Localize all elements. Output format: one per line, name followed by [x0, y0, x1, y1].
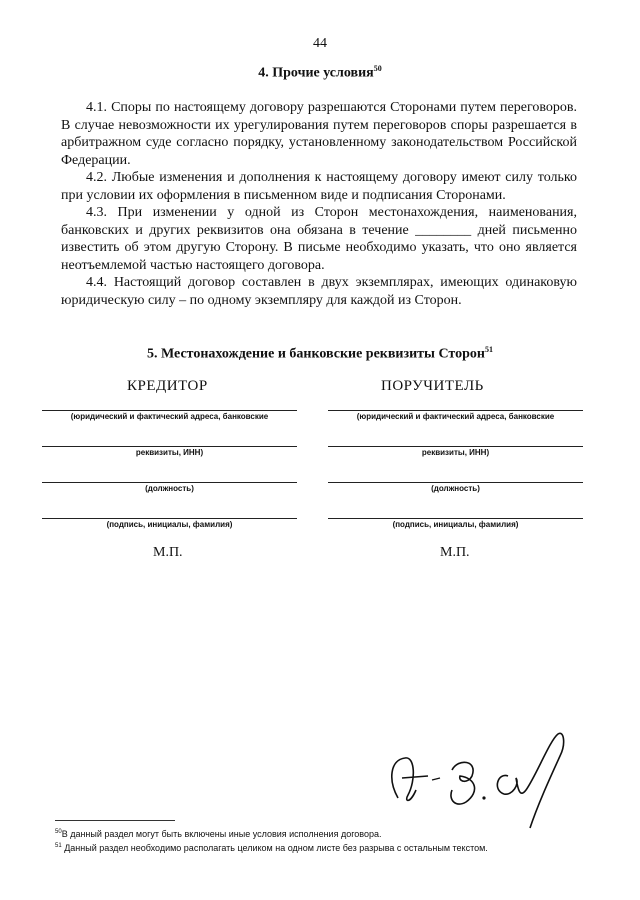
guarantor-position-line[interactable] — [328, 482, 583, 518]
page-number: 44 — [313, 36, 327, 51]
footnote-50-number: 50 — [55, 829, 62, 835]
guarantor-address-hint: (юридический и фактический адреса, банковские — [356, 412, 555, 421]
creditor-address-hint: (юридический и фактический адреса, банковские — [70, 412, 269, 421]
section-4-heading — [0, 64, 640, 82]
creditor-signature-hint: (подпись, инициалы, фамилия) — [106, 520, 233, 529]
footnote-separator — [55, 820, 175, 821]
creditor-address-line[interactable] — [42, 410, 297, 446]
creditor-stamp-place: М.П. — [153, 545, 183, 560]
creditor-position-line[interactable] — [42, 482, 297, 518]
handwritten-signature — [380, 720, 580, 830]
guarantor-position-hint: (должность) — [431, 484, 480, 493]
section-4-body — [61, 99, 577, 309]
paragraph-4-4: 4.4. Настоящий договор составлен в двух экземплярах, имеющих одинаковую юридическую силу – по одному экземпляру для каждой из Сторон. — [61, 275, 577, 308]
section-4-title: 4. Прочие условия — [258, 65, 374, 81]
paragraph-4-2: 4.2. Любые изменения и дополнения к настоящему договору имеют силу только при условии их оформления в письменном виде и подписания Сторонами. — [61, 170, 577, 203]
footnote-ref-51: 51 — [484, 345, 493, 354]
guarantor-fields — [328, 410, 583, 554]
paragraph-4-3: 4.3. При изменении у одной из Сторон местонахождения, наименования, банковских и других реквизитов она обязана в течение ________ дней письменно известить об этом другую Сторону. В письме необходимо указать, что оно является неотъемлемой частью настоящего договора. — [61, 205, 577, 273]
paragraph-4-1: 4.1. Споры по настоящему договору разрешаются Сторонами путем переговоров. В случае невозможности их урегулирования путем переговоров споры разрешается в арбитражном суде согласно порядку, установленному законодательством Российской Федерации. — [61, 100, 577, 168]
footnote-51 — [55, 840, 488, 854]
creditor-details-hint: реквизиты, ИНН) — [135, 448, 204, 457]
guarantor-details-hint: реквизиты, ИНН) — [421, 448, 490, 457]
footnote-51-text: Данный раздел необходимо располагать целиком на одном листе без разрыва с остальным текстом. — [64, 843, 488, 853]
guarantor-signature-hint: (подпись, инициалы, фамилия) — [392, 520, 519, 529]
footnote-ref-50: 50 — [373, 64, 382, 73]
creditor-fields — [42, 410, 297, 554]
guarantor-address-line[interactable] — [328, 410, 583, 446]
guarantor-stamp-place: М.П. — [440, 545, 470, 560]
footnote-50 — [55, 826, 488, 840]
guarantor-heading: ПОРУЧИТЕЛЬ — [381, 378, 484, 394]
footnote-51-number: 51 — [55, 843, 62, 849]
guarantor-details-line[interactable] — [328, 446, 583, 482]
section-5-title: 5. Местонахождение и банковские реквизиты Сторон — [147, 346, 485, 362]
section-5-heading — [0, 345, 640, 363]
creditor-heading: КРЕДИТОР — [127, 378, 208, 394]
footnote-50-text: В данный раздел могут быть включены иные условия исполнения договора. — [61, 829, 382, 839]
footnotes — [55, 826, 488, 854]
creditor-details-line[interactable] — [42, 446, 297, 482]
creditor-position-hint: (должность) — [145, 484, 194, 493]
